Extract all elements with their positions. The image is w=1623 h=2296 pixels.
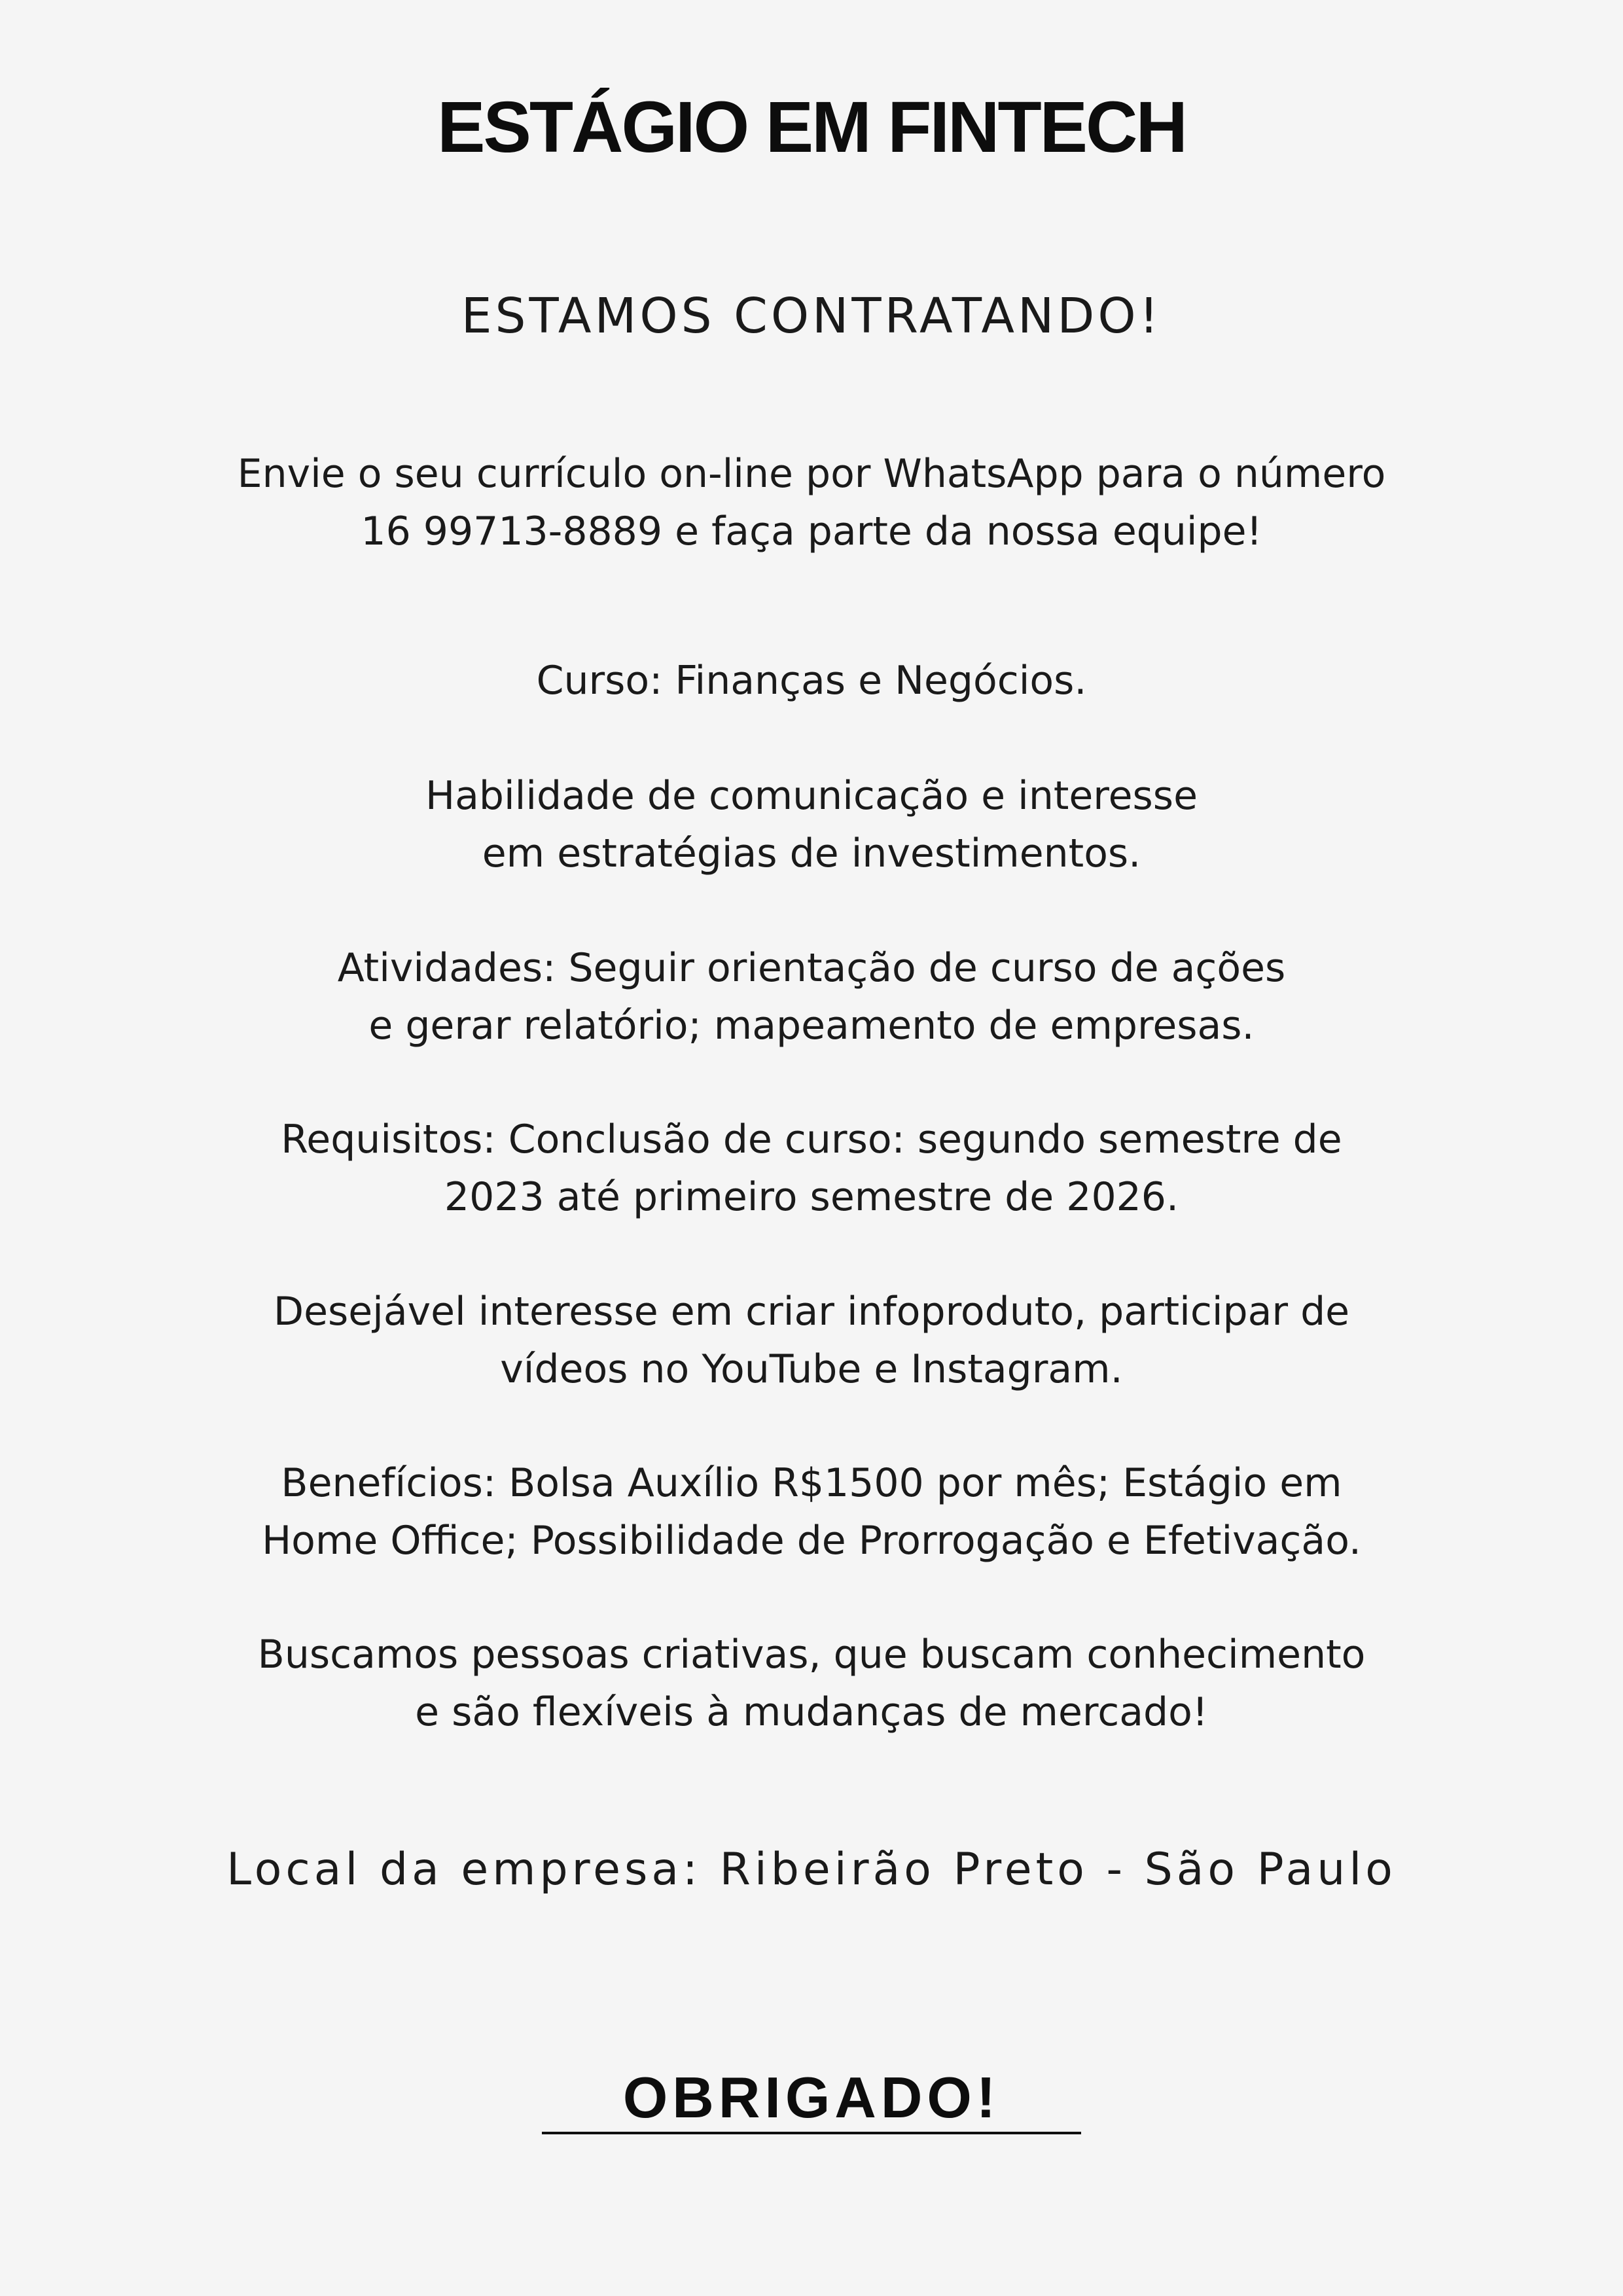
text-line: Desejável interesse em criar infoproduto, participar de	[273, 1289, 1350, 1335]
text-line: Buscamos pessoas criativas, que buscam conhecimento	[257, 1632, 1366, 1677]
text-line: e gerar relatório; mapeamento de empresas.	[368, 1003, 1255, 1049]
text-line: Requisitos: Conclusão de curso: segundo semestre de	[281, 1117, 1342, 1162]
skills-info	[0, 767, 1623, 882]
text-line: 2023 até primeiro semestre de 2026.	[444, 1174, 1179, 1220]
desirable-info	[0, 1283, 1623, 1398]
text-line: Benefícios: Bolsa Auxílio R$1500 por mês; Estágio em	[281, 1460, 1342, 1506]
requirements-info	[0, 1111, 1623, 1226]
thanks-heading: OBRIGADO!	[622, 2065, 1001, 2130]
benefits-info	[0, 1454, 1623, 1570]
hiring-subtitle: ESTAMOS CONTRATANDO!	[461, 288, 1162, 344]
course-info	[0, 652, 1623, 709]
text-line: vídeos no YouTube e Instagram.	[500, 1346, 1123, 1392]
whatsapp-instructions	[0, 445, 1623, 560]
thanks-underline	[542, 2132, 1081, 2134]
text-line: 16 99713-8889 e faça parte da nossa equipe!	[361, 509, 1262, 554]
company-location: Local da empresa: Ribeirão Preto - São Paulo	[226, 1844, 1397, 1895]
activities-info	[0, 939, 1623, 1054]
text-line: Home Office; Possibilidade de Prorrogação e Efetivação.	[262, 1518, 1361, 1564]
text-line: Envie o seu currículo on-line por WhatsApp para o número	[237, 451, 1386, 497]
text-line: Curso: Finanças e Negócios.	[536, 658, 1087, 704]
seeking-info	[0, 1626, 1623, 1741]
text-line: Habilidade de comunicação e interesse	[425, 773, 1198, 819]
text-line: em estratégias de investimentos.	[482, 831, 1141, 876]
page-title: ESTÁGIO EM FINTECH	[437, 87, 1186, 168]
text-line: Atividades: Seguir orientação de curso de ações	[337, 945, 1286, 991]
text-line: e são flexíveis à mudanças de mercado!	[415, 1689, 1208, 1735]
